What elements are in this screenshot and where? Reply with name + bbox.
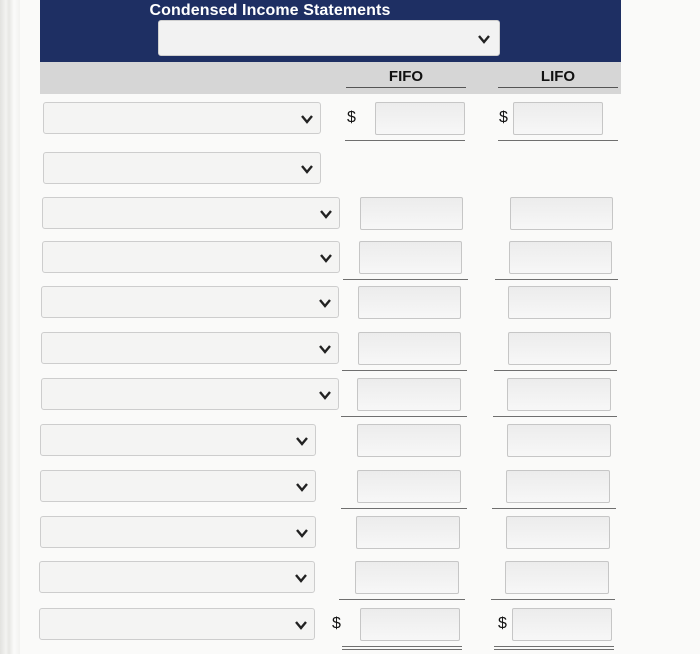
account-select[interactable] bbox=[43, 102, 321, 134]
fifo-subtotal-rule bbox=[341, 416, 467, 417]
lifo-amount-input[interactable] bbox=[507, 378, 611, 411]
account-select[interactable] bbox=[43, 152, 321, 184]
fifo-amount-input[interactable] bbox=[358, 332, 461, 365]
lifo-currency-symbol: $ bbox=[498, 615, 507, 632]
fifo-amount-input[interactable] bbox=[357, 424, 461, 457]
fifo-underline bbox=[345, 140, 465, 141]
lifo-amount-input[interactable] bbox=[509, 241, 612, 274]
account-select[interactable] bbox=[42, 197, 340, 229]
account-select[interactable] bbox=[42, 241, 340, 273]
account-select[interactable] bbox=[41, 378, 339, 410]
lifo-amount-input[interactable] bbox=[506, 470, 610, 503]
column-header-band bbox=[40, 62, 621, 94]
fifo-amount-input[interactable] bbox=[359, 241, 462, 274]
fifo-amount-input[interactable] bbox=[360, 608, 460, 641]
account-select[interactable] bbox=[41, 332, 339, 364]
lifo-amount-input[interactable] bbox=[506, 516, 610, 549]
column-header-lifo: LIFO bbox=[540, 68, 576, 85]
column-header-fifo: FIFO bbox=[388, 68, 424, 85]
account-select[interactable] bbox=[41, 286, 339, 318]
lifo-amount-input[interactable] bbox=[508, 286, 611, 319]
account-select[interactable] bbox=[39, 608, 315, 640]
page-edge bbox=[0, 0, 20, 654]
fifo-subtotal-rule bbox=[341, 508, 467, 509]
account-select[interactable] bbox=[40, 470, 316, 502]
chevron-down-icon bbox=[319, 251, 333, 265]
lifo-amount-input[interactable] bbox=[510, 197, 613, 230]
fifo-amount-input[interactable] bbox=[360, 197, 463, 230]
period-select[interactable] bbox=[158, 20, 500, 56]
lifo-subtotal-rule bbox=[493, 416, 617, 417]
lifo-currency-symbol: $ bbox=[499, 109, 508, 126]
lifo-subtotal-rule bbox=[492, 508, 616, 509]
fifo-subtotal-rule bbox=[343, 279, 468, 280]
lifo-subtotal-rule bbox=[495, 279, 618, 280]
chevron-down-icon bbox=[295, 434, 309, 448]
chevron-down-icon bbox=[318, 296, 332, 310]
fifo-currency-symbol: $ bbox=[347, 109, 356, 126]
fifo-amount-input[interactable] bbox=[356, 516, 460, 549]
fifo-subtotal-rule bbox=[339, 599, 465, 600]
lifo-amount-input[interactable] bbox=[512, 608, 612, 641]
chevron-down-icon bbox=[318, 342, 332, 356]
fifo-amount-input[interactable] bbox=[358, 286, 461, 319]
fifo-currency-symbol: $ bbox=[332, 615, 341, 632]
statement-title: Condensed Income Statements bbox=[149, 2, 391, 19]
lifo-subtotal-rule bbox=[494, 370, 617, 371]
fifo-amount-input[interactable] bbox=[357, 470, 461, 503]
lifo-amount-input[interactable] bbox=[508, 332, 611, 365]
chevron-down-icon bbox=[294, 618, 308, 632]
lifo-total-double-rule bbox=[494, 646, 614, 647]
statement-header bbox=[40, 0, 621, 62]
chevron-down-icon bbox=[295, 480, 309, 494]
chevron-down-icon bbox=[477, 32, 491, 46]
lifo-subtotal-rule bbox=[491, 599, 615, 600]
account-select[interactable] bbox=[40, 424, 316, 456]
chevron-down-icon bbox=[319, 207, 333, 221]
lifo-amount-input[interactable] bbox=[507, 424, 611, 457]
account-select[interactable] bbox=[40, 516, 316, 548]
chevron-down-icon bbox=[300, 112, 314, 126]
column-header-lifo-underline bbox=[498, 87, 618, 88]
account-select[interactable] bbox=[39, 561, 315, 593]
fifo-total-double-rule bbox=[342, 646, 462, 647]
lifo-amount-input[interactable] bbox=[505, 561, 609, 594]
fifo-amount-input[interactable] bbox=[357, 378, 461, 411]
column-header-fifo-underline bbox=[346, 87, 466, 88]
chevron-down-icon bbox=[300, 162, 314, 176]
fifo-subtotal-rule bbox=[342, 370, 467, 371]
form-area bbox=[20, 0, 700, 654]
fifo-amount-input[interactable] bbox=[375, 102, 465, 135]
chevron-down-icon bbox=[294, 571, 308, 585]
fifo-amount-input[interactable] bbox=[355, 561, 459, 594]
lifo-underline bbox=[498, 140, 618, 141]
lifo-amount-input[interactable] bbox=[513, 102, 603, 135]
chevron-down-icon bbox=[318, 388, 332, 402]
chevron-down-icon bbox=[295, 526, 309, 540]
